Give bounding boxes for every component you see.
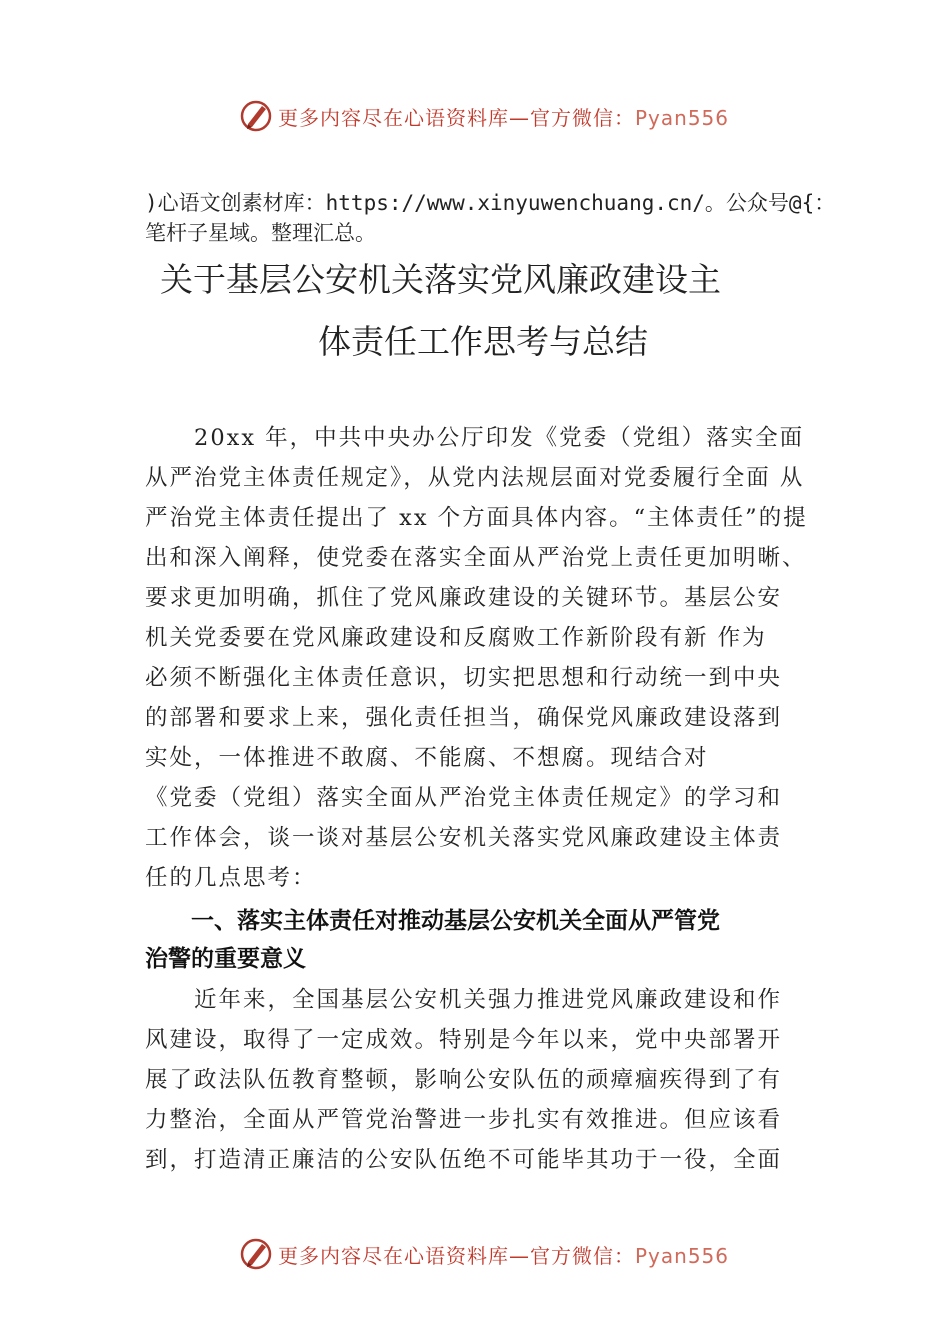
banner-text: 更多内容尽在心语资料库—官方微信：Pyan556 [278, 1244, 730, 1268]
source-note: )心语文创素材库：https://www.xinyuwenchuang.cn/。公众号@{：笔杆子星域。整理汇总。 [145, 191, 836, 245]
text-line: 工作体会，谈一谈对基层公安机关落实党风廉政建设主体责 [145, 825, 783, 851]
text-line: 力整治，全面从严管党治警进一步扎实有效推进。但应该看 [145, 1107, 783, 1133]
text-line: 的部署和要求上来，强化责任担当，确保党风廉政建设落到 [145, 705, 783, 731]
text-line: 到，打造清正廉洁的公安队伍绝不可能毕其功于一役，全面 [145, 1147, 783, 1173]
text-line: 要求更加明确，抓住了党风廉政建设的关键环节。基层公安 [145, 585, 783, 611]
pen-logo-icon [238, 1236, 274, 1272]
heading-line: 一、落实主体责任对推动基层公安机关全面从严管党 [145, 908, 720, 934]
text-line: 必须不断强化主体责任意识，切实把思想和行动统一到中央 [145, 665, 783, 691]
pen-logo-icon [238, 98, 274, 134]
heading-line: 治警的重要意义 [145, 946, 306, 972]
header-banner [0, 96, 950, 136]
text-line: 20xx 年，中共中央办公厅印发《党委（党组）落实全面 [145, 425, 805, 451]
text-line: 从严治党主体责任规定》，从党内法规层面对党委履行全面 从 [145, 465, 805, 491]
section-heading-1 [145, 902, 815, 978]
text-line: 机关党委要在党风廉政建设和反腐败工作新阶段有新 作为 [145, 625, 767, 651]
banner-text: 更多内容尽在心语资料库—官方微信：Pyan556 [278, 106, 730, 130]
text-line: 风建设，取得了一定成效。特别是今年以来，党中央部署开 [145, 1027, 783, 1053]
text-line: 任的几点思考： [145, 865, 317, 891]
paragraph-section-1 [145, 980, 815, 1180]
document-title-line-1: 关于基层公安机关落实党风廉政建设主 [160, 260, 721, 299]
text-line: 严治党主体责任提出了 xx 个方面具体内容。“主体责任”的提 [145, 505, 808, 531]
paragraph-intro [145, 418, 815, 898]
text-line: 实处，一体推进不敢腐、不能腐、不想腐。现结合对 [145, 745, 709, 771]
text-line: 近年来，全国基层公安机关强力推进党风廉政建设和作 [145, 987, 783, 1013]
text-line: 展了政法队伍教育整顿，影响公安队伍的顽瘴痼疾得到了有 [145, 1067, 783, 1093]
text-line: 《党委（党组）落实全面从严治党主体责任规定》的学习和 [145, 785, 783, 811]
footer-banner [0, 1234, 950, 1274]
text-line: 出和深入阐释，使党委在落实全面从严治党上责任更加明晰、 [145, 545, 807, 571]
document-title-line-2: 体责任工作思考与总结 [318, 322, 648, 361]
